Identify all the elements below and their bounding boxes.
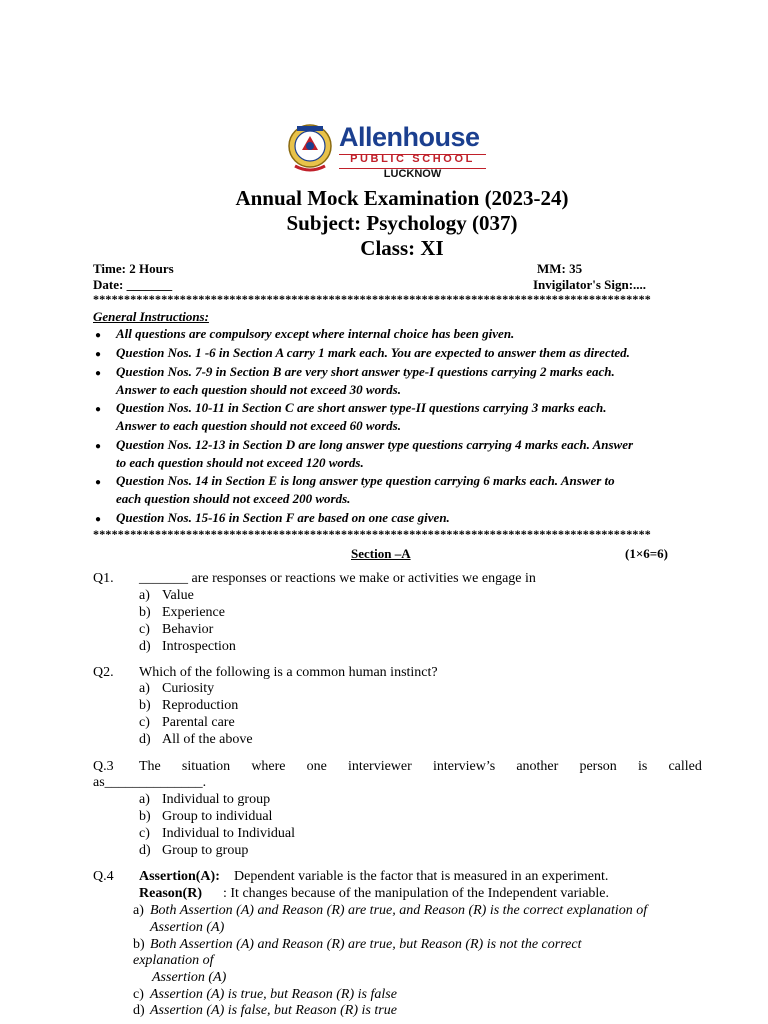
bullet-icon: ● [95, 404, 102, 415]
logo-subtitle: PUBLIC SCHOOL [350, 153, 475, 165]
separator-line-bottom: ****************************************************************************************** [93, 527, 651, 541]
option-label: b) [139, 809, 151, 824]
option-text-cont: explanation of [133, 953, 214, 968]
invigilator-sign: Invigilator's Sign:.... [533, 277, 647, 292]
option-label: d) [139, 843, 151, 858]
option-text: Behavior [162, 622, 214, 637]
reason-label: Reason(R) [139, 886, 202, 901]
bullet-icon: ● [95, 477, 102, 488]
option-text: Reproduction [162, 698, 239, 713]
instruction-item: Question Nos. 7-9 in Section B are very short answer type-I questions carrying 2 marks each. [116, 364, 615, 379]
option-text: Introspection [162, 639, 236, 654]
question-text: _______ are responses or reactions we make or activities we engage in [139, 571, 536, 586]
option-label: b) [139, 698, 151, 713]
max-marks: MM: 35 [537, 261, 583, 276]
instruction-item: All questions are compulsory except where internal choice has been given. [116, 326, 515, 341]
instruction-item: Question Nos. 14 in Section E is long answer type question carrying 6 marks each. Answer to [116, 473, 615, 488]
question-word: interview’s [432, 759, 496, 774]
logo-city: LUCKNOW [383, 168, 442, 180]
instruction-item-cont: each question should not exceed 200 words. [116, 491, 351, 506]
option-label: d) [139, 732, 151, 747]
instruction-item: Question Nos. 15-16 in Section F are based on one case given. [116, 510, 450, 525]
question-number: Q.4 [93, 869, 114, 884]
question-word: where [251, 759, 286, 774]
option-text: Both Assertion (A) and Reason (R) are true, but Reason (R) is not the correct [150, 937, 582, 952]
option-label: b) [133, 937, 145, 952]
option-text: Assertion (A) is true, but Reason (R) is false [150, 987, 397, 1002]
question-number: Q.3 [93, 759, 114, 774]
question-word: another [516, 759, 559, 774]
question-text-cont: as______________. [93, 775, 207, 790]
bullet-icon: ● [95, 441, 102, 452]
bullet-icon: ● [95, 514, 102, 525]
option-text: Experience [162, 605, 225, 620]
class-title: Class: XI [360, 236, 444, 260]
subject-title: Subject: Psychology (037) [286, 211, 518, 235]
question-word: is [637, 759, 648, 774]
question-text: Which of the following is a common human instinct? [139, 665, 438, 680]
option-label: b) [139, 605, 151, 620]
option-text: All of the above [162, 732, 253, 747]
bullet-icon: ● [95, 349, 102, 360]
option-label: a) [139, 588, 150, 603]
logo-wordmark: Allenhouse [339, 122, 480, 152]
instruction-item: Question Nos. 1 -6 in Section A carry 1 mark each. You are expected to answer them as directed. [116, 345, 630, 360]
question-word: situation [181, 759, 231, 774]
instruction-item-cont: Answer to each question should not exceed 60 words. [116, 418, 401, 433]
separator-line-top: ****************************************************************************************** [93, 292, 651, 306]
question-word: The [139, 759, 161, 774]
instruction-item-cont: Answer to each question should not exceed 30 words. [116, 382, 401, 397]
school-logo [287, 122, 507, 182]
option-label: d) [139, 639, 151, 654]
exam-title: Annual Mock Examination (2023-24) [235, 186, 569, 210]
option-label: a) [139, 681, 150, 696]
date-label: Date: _______ [93, 277, 173, 292]
assertion-text: Dependent variable is the factor that is measured in an experiment. [234, 869, 609, 884]
option-text-cont: Assertion (A) [150, 920, 225, 935]
option-text: Individual to Individual [162, 826, 295, 841]
option-text: Parental care [162, 715, 235, 730]
question-word: person [579, 759, 617, 774]
option-text: Assertion (A) is false, but Reason (R) is true [150, 1003, 397, 1018]
school-seal-icon [287, 122, 333, 174]
section-title: Section –A [351, 546, 411, 561]
option-label: a) [133, 903, 144, 918]
option-label: a) [139, 792, 150, 807]
bullet-icon: ● [95, 330, 102, 341]
option-label: d) [133, 1003, 145, 1018]
option-text: Individual to group [162, 792, 271, 807]
time-label: Time: 2 Hours [93, 261, 174, 276]
option-text: Value [162, 588, 194, 603]
option-label: c) [139, 622, 150, 637]
option-text: Both Assertion (A) and Reason (R) are true, and Reason (R) is the correct explanation of [150, 903, 648, 918]
option-label: c) [139, 826, 150, 841]
option-text-cont: Assertion (A) [152, 970, 227, 985]
option-label: c) [139, 715, 150, 730]
question-word: one [306, 759, 327, 774]
instruction-item: Question Nos. 10-11 in Section C are short answer type-II questions carrying 3 marks each. [116, 400, 607, 415]
question-word: called [668, 759, 702, 774]
question-number: Q1. [93, 571, 114, 586]
instruction-item: Question Nos. 12-13 in Section D are long answer type questions carrying 4 marks each. Answer [116, 437, 634, 452]
question-word: interviewer [348, 759, 412, 774]
option-label: c) [133, 987, 144, 1002]
instructions-heading: General Instructions: [93, 309, 209, 324]
section-marks: (1×6=6) [625, 546, 668, 561]
option-text: Curiosity [162, 681, 215, 696]
assertion-label: Assertion(A): [139, 869, 220, 884]
option-text: Group to individual [162, 809, 273, 824]
question-text-justified [139, 759, 702, 775]
instruction-item-cont: to each question should not exceed 120 words. [116, 455, 364, 470]
question-number: Q2. [93, 665, 114, 680]
bullet-icon: ● [95, 368, 102, 379]
option-text: Group to group [162, 843, 249, 858]
reason-text: : It changes because of the manipulation of the Independent variable. [223, 886, 610, 901]
